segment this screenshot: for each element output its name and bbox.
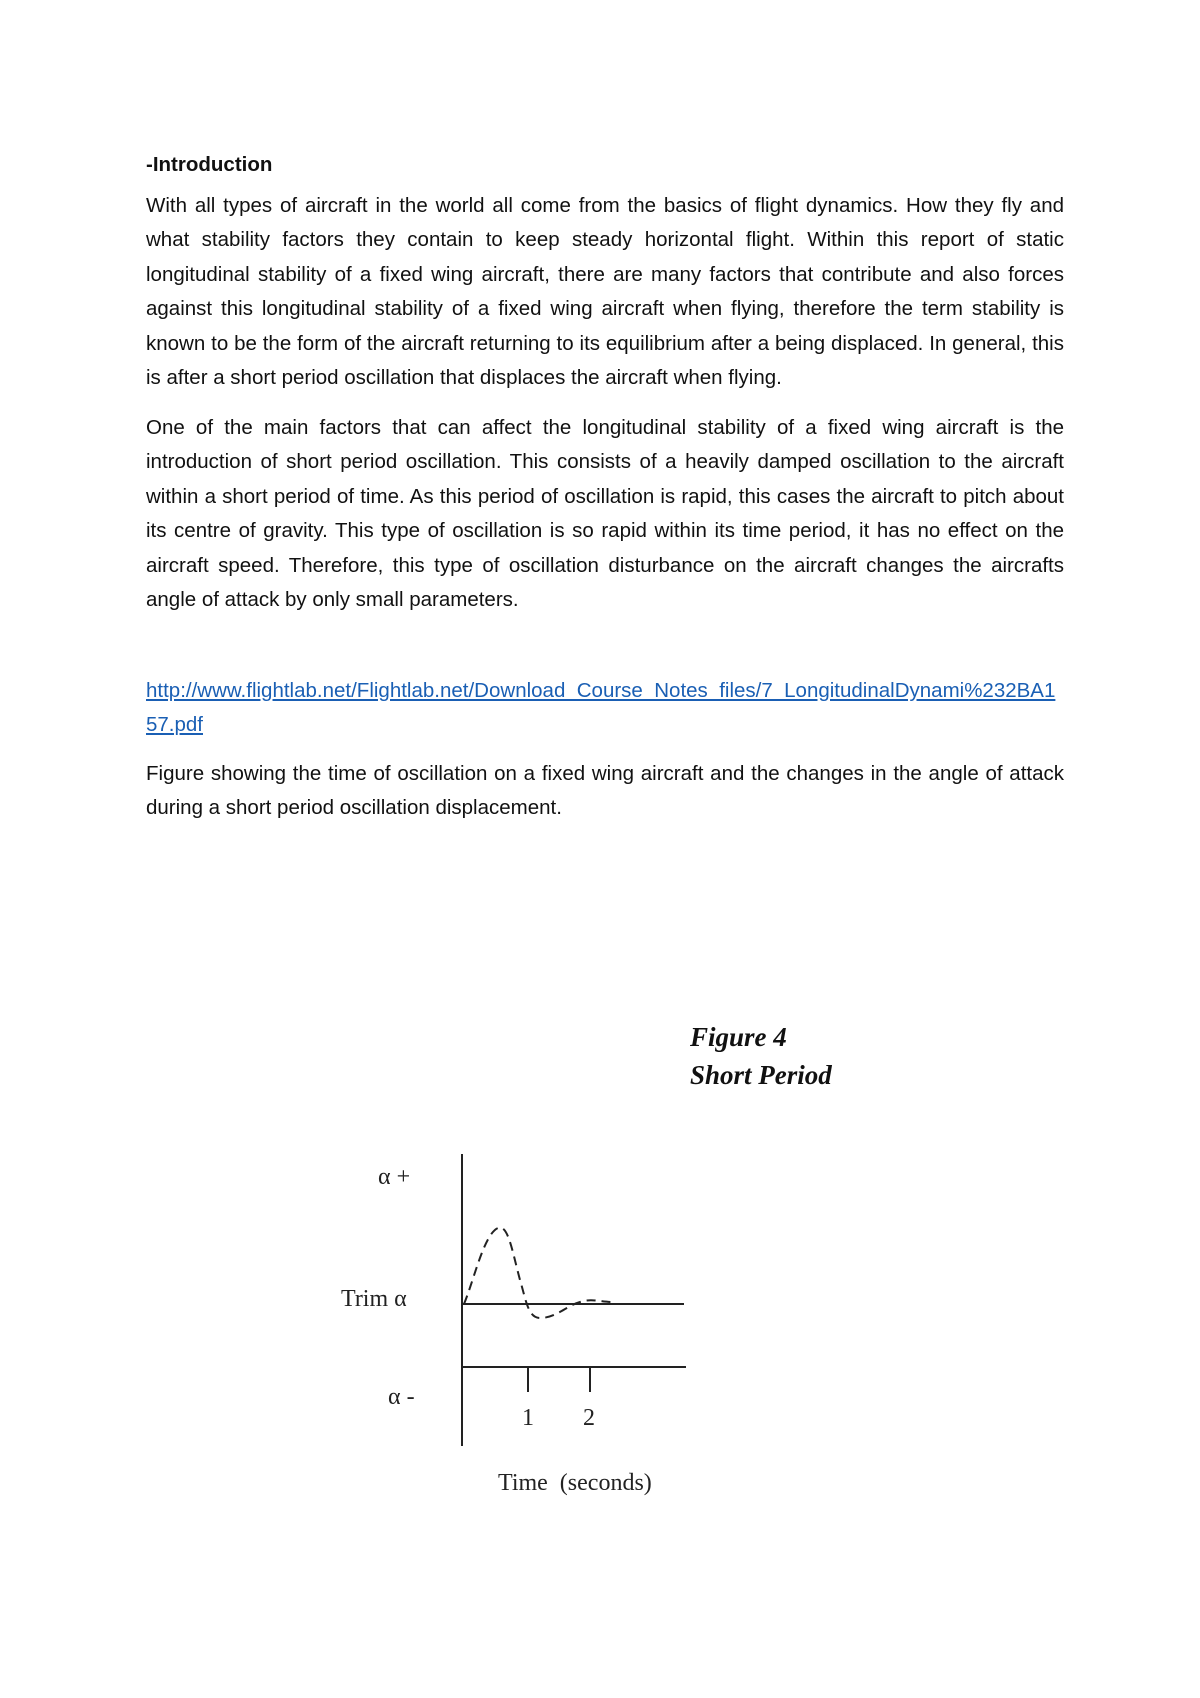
x-axis-label: Time (seconds) <box>498 1470 652 1496</box>
figure-title <box>690 1018 832 1094</box>
document-body <box>146 148 1064 826</box>
oscillation-curve <box>464 1228 612 1318</box>
section-heading: -Introduction <box>146 153 273 176</box>
paragraph-1: With all types of aircraft in the world all come from the basics of flight dynamics. How they fly and what stability factors they contain to keep steady horizontal flight. Within this report of static longitudinal stability of a fixed wing aircraft, there are many factors that contribute and also forces against this longitudinal stability of a fixed wing aircraft when flying, therefore the term stability is known to be the form of the aircraft returning to its equilibrium after a being displaced. In general, this is after a short period oscillation that displaces the aircraft when flying. <box>146 193 1064 389</box>
source-link[interactable]: http://www.flightlab.net/Flightlab.net/Download_Course_Notes_files/7_LongitudinalDynami%232BA157.pdf <box>146 678 1056 736</box>
figure-title-line-2: Short Period <box>690 1060 832 1090</box>
figure-caption: Figure showing the time of oscillation on a fixed wing aircraft and the changes in the angle of attack during a short period oscillation displacement. <box>146 761 1064 819</box>
x-tick-1-label: 1 <box>522 1405 534 1431</box>
y-label-bottom: α - <box>388 1384 415 1410</box>
paragraph-2: One of the main factors that can affect the longitudinal stability of a fixed wing aircraft is the introduction of short period oscillation. This consists of a heavily damped oscillation to the aircraft within a short period of time. As this period of oscillation is rapid, this cases the aircraft to pitch about its centre of gravity. This type of oscillation is so rapid within its time period, it has no effect on the aircraft speed. Therefore, this type of oscillation disturbance on the aircraft changes the aircrafts angle of attack by only small parameters. <box>146 415 1064 611</box>
y-label-top: α + <box>378 1164 411 1190</box>
figure-title-line-1: Figure 4 <box>690 1022 787 1052</box>
x-tick-2-label: 2 <box>583 1405 595 1431</box>
y-label-trim: Trim α <box>341 1286 407 1312</box>
